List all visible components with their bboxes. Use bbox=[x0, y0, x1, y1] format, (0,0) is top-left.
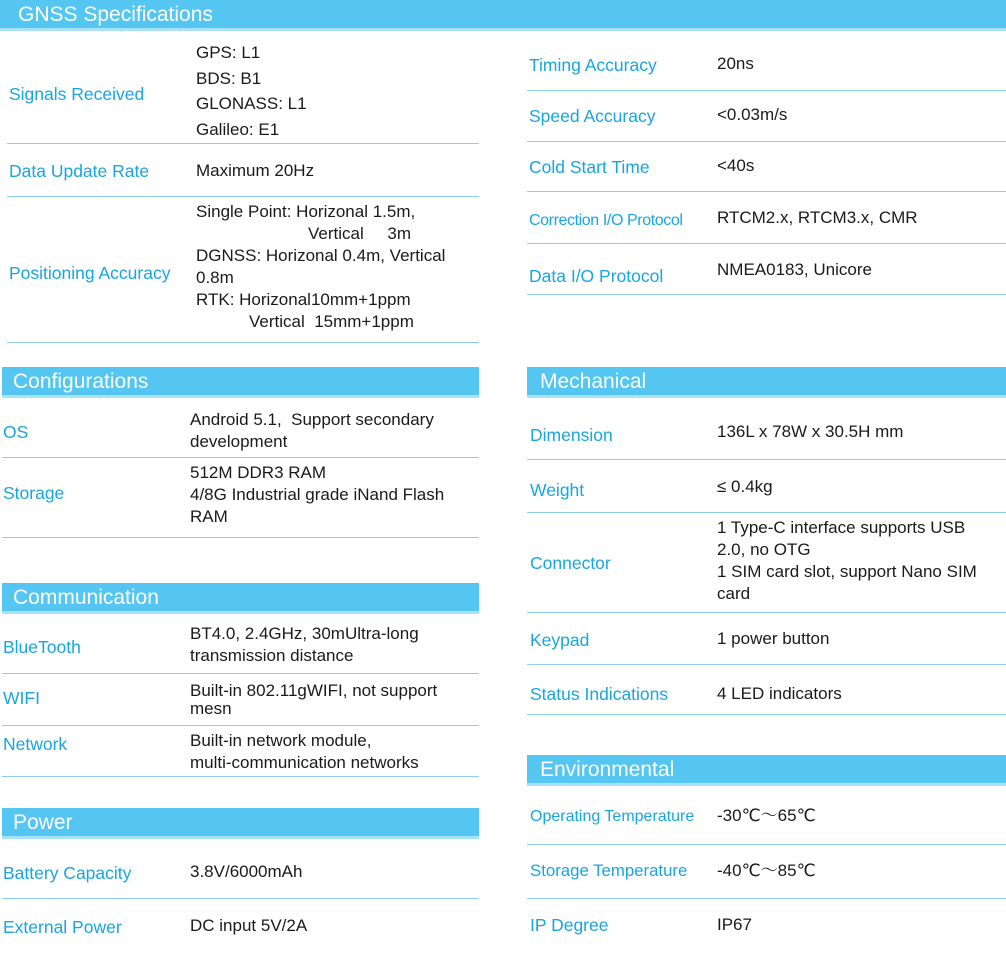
bluetooth-label: BlueTooth bbox=[3, 637, 81, 657]
operating-temperature-label: Operating Temperature bbox=[530, 808, 695, 825]
wifi-label: WIFI bbox=[3, 688, 40, 708]
row-divider bbox=[527, 90, 1006, 91]
data-io-protocol-value: NMEA0183, Unicore bbox=[717, 260, 872, 279]
cold-start-label: Cold Start Time bbox=[529, 157, 650, 177]
row-divider bbox=[2, 776, 479, 777]
os-label: OS bbox=[3, 422, 29, 442]
data-io-protocol-label: Data I/O Protocol bbox=[529, 266, 664, 286]
speed-accuracy-value: <0.03m/s bbox=[717, 105, 788, 124]
storage-temperature-value: -40℃～85℃ bbox=[717, 861, 816, 880]
environmental-section-header bbox=[527, 755, 1006, 786]
storage-temperature-label: Storage Temperature bbox=[530, 861, 688, 880]
ip-degree-value: IP67 bbox=[717, 915, 752, 934]
os-line: Android 5.1, Support secondary bbox=[190, 410, 434, 429]
positioning-accuracy-label: Positioning Accuracy bbox=[9, 263, 171, 283]
row-divider bbox=[527, 459, 1006, 460]
connector-line: 2.0, no OTG bbox=[717, 540, 811, 559]
update-rate-value: Maximum 20Hz bbox=[196, 161, 315, 180]
row-divider bbox=[2, 725, 479, 726]
dimension-label: Dimension bbox=[530, 425, 613, 445]
row-divider bbox=[527, 714, 1006, 715]
row-divider bbox=[527, 243, 1006, 244]
communication-section-header bbox=[2, 583, 479, 614]
row-divider bbox=[7, 342, 479, 343]
correction-protocol-value: RTCM2.x, RTCM3.x, CMR bbox=[717, 208, 918, 227]
ip-degree-label: IP Degree bbox=[530, 915, 609, 935]
connector-value bbox=[717, 517, 977, 605]
speed-accuracy-label: Speed Accuracy bbox=[529, 106, 656, 126]
update-rate-label: Data Update Rate bbox=[9, 161, 150, 181]
connector-label: Connector bbox=[530, 553, 611, 573]
power-section-header bbox=[2, 808, 479, 839]
power-section-title: Power bbox=[13, 810, 73, 834]
weight-label: Weight bbox=[530, 480, 585, 500]
wifi-value bbox=[190, 682, 437, 718]
row-divider bbox=[7, 196, 479, 197]
accuracy-line: DGNSS: Horizonal 0.4m, Vertical bbox=[196, 246, 446, 265]
row-divider bbox=[527, 844, 1006, 845]
gnss-section-header bbox=[0, 0, 1006, 31]
row-divider bbox=[527, 141, 1006, 142]
connector-line: card bbox=[717, 584, 751, 603]
gnss-section-title: GNSS Specifications bbox=[18, 2, 213, 26]
connector-line: 1 Type-C interface supports USB bbox=[717, 518, 966, 537]
network-label: Network bbox=[3, 734, 68, 754]
bluetooth-value bbox=[190, 623, 419, 667]
storage-line: 512M DDR3 RAM bbox=[190, 463, 327, 482]
keypad-label: Keypad bbox=[530, 630, 590, 650]
bluetooth-line: BT4.0, 2.4GHz, 30mUltra-long bbox=[190, 624, 419, 643]
row-divider bbox=[2, 673, 479, 674]
status-indications-value: 4 LED indicators bbox=[717, 684, 842, 703]
dimension-value: 136L x 78W x 30.5H mm bbox=[717, 422, 904, 441]
accuracy-line: Vertical 15mm+1ppm bbox=[249, 312, 414, 331]
accuracy-line: Single Point: Horizonal 1.5m, bbox=[196, 202, 416, 221]
row-divider bbox=[2, 537, 479, 538]
positioning-accuracy-value bbox=[196, 201, 445, 333]
network-line: multi-communication networks bbox=[190, 753, 419, 772]
os-value bbox=[190, 409, 434, 453]
os-line: development bbox=[190, 432, 288, 451]
row-divider bbox=[527, 191, 1006, 192]
accuracy-line: RTK: Horizonal10mm+1ppm bbox=[196, 290, 411, 309]
connector-line: 1 SIM card slot, support Nano SIM bbox=[717, 562, 977, 581]
bluetooth-line: transmission distance bbox=[190, 646, 354, 665]
storage-line: RAM bbox=[190, 507, 228, 526]
row-divider bbox=[2, 457, 479, 458]
row-divider bbox=[527, 512, 1006, 513]
mechanical-section-header bbox=[527, 367, 1006, 398]
storage-value bbox=[190, 462, 444, 528]
accuracy-line: Vertical 3m bbox=[308, 224, 411, 243]
wifi-line: Built-in 802.11gWIFI, not support bbox=[190, 681, 438, 700]
signal-line: BDS: B1 bbox=[196, 68, 262, 88]
row-divider bbox=[527, 664, 1006, 665]
signals-received-label: Signals Received bbox=[9, 84, 145, 104]
battery-capacity-label: Battery Capacity bbox=[3, 863, 132, 883]
signals-received-value bbox=[196, 40, 307, 142]
row-divider bbox=[527, 612, 1006, 613]
row-divider bbox=[2, 898, 479, 899]
external-power-value: DC input 5V/2A bbox=[190, 916, 308, 935]
cold-start-value: <40s bbox=[717, 156, 755, 175]
network-line: Built-in network module, bbox=[190, 731, 372, 750]
keypad-value: 1 power button bbox=[717, 629, 830, 648]
status-indications-label: Status Indications bbox=[530, 684, 669, 704]
signal-line: Galileo: E1 bbox=[196, 119, 280, 139]
wifi-line: mesn bbox=[190, 699, 232, 718]
row-divider bbox=[7, 143, 479, 144]
timing-accuracy-label: Timing Accuracy bbox=[529, 55, 657, 75]
configurations-section-title: Configurations bbox=[13, 369, 149, 393]
signal-line: GPS: L1 bbox=[196, 43, 261, 62]
storage-line: 4/8G Industrial grade iNand Flash bbox=[190, 485, 445, 504]
communication-section-title: Communication bbox=[13, 585, 159, 609]
signal-line: GLONASS: L1 bbox=[196, 94, 307, 113]
battery-capacity-value: 3.8V/6000mAh bbox=[190, 862, 303, 881]
network-value bbox=[190, 730, 419, 774]
external-power-label: External Power bbox=[3, 917, 122, 937]
mechanical-section-title: Mechanical bbox=[540, 369, 647, 393]
accuracy-line: 0.8m bbox=[196, 268, 234, 287]
row-divider bbox=[527, 294, 1006, 295]
storage-label: Storage bbox=[3, 483, 65, 503]
operating-temperature-value: -30℃～65℃ bbox=[717, 806, 816, 825]
weight-value: ≤ 0.4kg bbox=[717, 477, 773, 496]
environmental-section-title: Environmental bbox=[540, 757, 675, 781]
configurations-section-header bbox=[2, 367, 479, 398]
timing-accuracy-value: 20ns bbox=[717, 54, 754, 73]
correction-protocol-label: Correction I/O Protocol bbox=[529, 212, 683, 229]
row-divider bbox=[527, 898, 1006, 899]
